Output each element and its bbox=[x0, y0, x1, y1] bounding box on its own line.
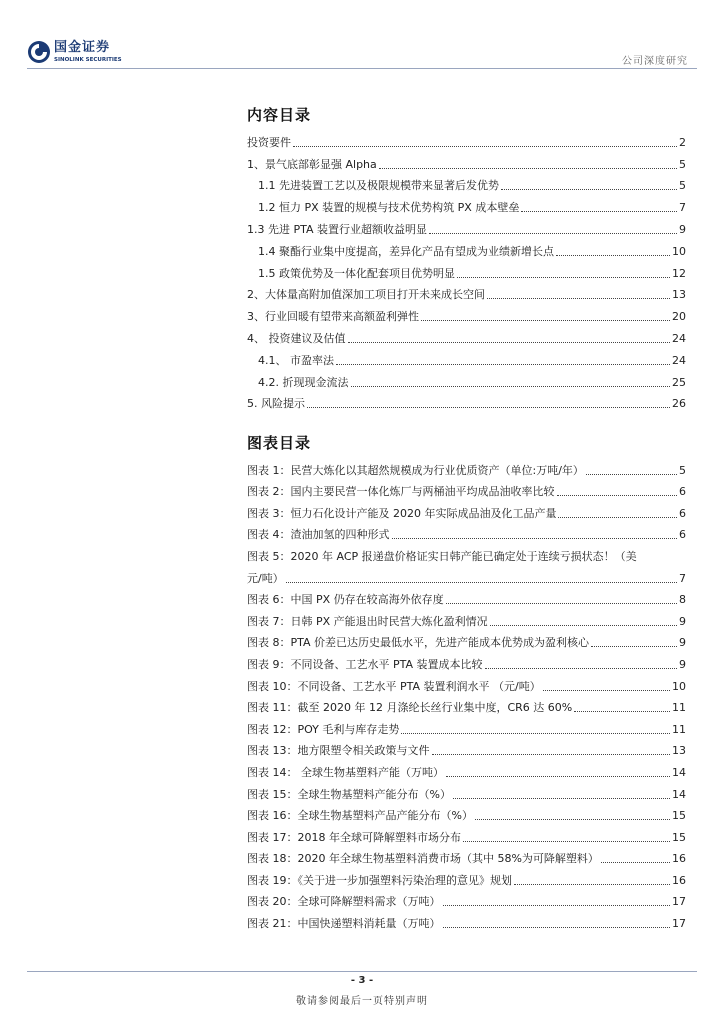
toc-entry-page: 5 bbox=[679, 179, 686, 193]
toc-entry-page: 9 bbox=[679, 222, 686, 236]
figure-entry-text: 图表 15：全球生物基塑料产能分布（%） bbox=[247, 787, 451, 801]
toc-entry-text: 1.4 聚酯行业集中度提高，差异化产品有望成为业绩新增长点 bbox=[258, 244, 554, 258]
toc-entry-page: 2 bbox=[679, 135, 686, 149]
leader-dots bbox=[348, 342, 671, 343]
figure-entry-text: 图表 8：PTA 价差已达历史最低水平，先进产能成本优势成为盈利核心 bbox=[247, 636, 590, 650]
logo-english-name: SINOLINK SECURITIES bbox=[54, 57, 122, 63]
figure-entry-page: 16 bbox=[672, 852, 686, 866]
toc-entry-page: 26 bbox=[672, 397, 686, 411]
figure-entry-page: 6 bbox=[679, 485, 686, 499]
figure-entry-page: 11 bbox=[672, 722, 686, 736]
disclaimer-note: 敬请参阅最后一页特别声明 bbox=[296, 996, 428, 1007]
figure-entry-page: 9 bbox=[679, 657, 686, 671]
figure-entry-text: 图表 16：全球生物基塑料产品产能分布（%） bbox=[247, 809, 473, 823]
leader-dots bbox=[443, 927, 671, 928]
figure-entry[interactable] bbox=[247, 737, 686, 759]
figure-entry-page: 16 bbox=[672, 873, 686, 887]
leader-dots bbox=[401, 733, 670, 734]
leader-dots bbox=[351, 386, 671, 387]
toc-entry-text: 3、行业回暖有望带来高额盈利弹性 bbox=[247, 310, 419, 324]
figure-entry-page: 13 bbox=[672, 744, 686, 758]
figure-entry[interactable] bbox=[247, 845, 686, 867]
toc-entry-text: 2、大体量高附加值深加工项目打开未来成长空间 bbox=[247, 288, 485, 302]
figure-entry[interactable] bbox=[247, 456, 686, 478]
leader-dots bbox=[293, 146, 677, 147]
toc-entry[interactable] bbox=[247, 215, 686, 237]
page-header bbox=[0, 0, 724, 76]
leader-dots bbox=[574, 711, 670, 712]
figure-entry-text: 图表 14： 全球生物基塑料产能（万吨） bbox=[247, 765, 444, 779]
figure-entry-text: 图表 10：不同设备、工艺水平 PTA 装置利润水平 （元/吨） bbox=[247, 679, 541, 693]
toc-entry-page: 12 bbox=[672, 266, 686, 280]
figure-entry[interactable] bbox=[247, 499, 686, 521]
toc-entry-page: 13 bbox=[672, 288, 686, 302]
toc-entry-text: 1.2 恒力 PX 装置的规模与技术优势构筑 PX 成本壁垒 bbox=[258, 201, 520, 215]
figure-entry[interactable] bbox=[247, 607, 686, 629]
leader-dots bbox=[557, 495, 678, 496]
figure-entry-page: 6 bbox=[679, 528, 686, 542]
header-divider bbox=[27, 68, 697, 69]
figure-entry-text: 图表 2：国内主要民营一体化炼厂与两桶油平均成品油收率比较 bbox=[247, 485, 555, 499]
toc-entry[interactable] bbox=[247, 237, 686, 259]
figure-entry-text: 图表 18：2020 年全球生物基塑料消费市场（其中 58%为可降解塑料） bbox=[247, 852, 599, 866]
figure-entry[interactable] bbox=[247, 780, 686, 802]
footer-divider bbox=[27, 971, 697, 972]
figures-title: 图表目录 bbox=[247, 434, 312, 452]
figure-entry[interactable] bbox=[247, 715, 686, 737]
list-of-figures bbox=[247, 456, 686, 931]
toc-entry-text: 5. 风险提示 bbox=[247, 397, 305, 411]
toc-entry[interactable] bbox=[247, 346, 686, 368]
toc-entry[interactable] bbox=[247, 172, 686, 194]
page-number: - 3 - bbox=[350, 975, 374, 986]
figure-entry[interactable] bbox=[247, 909, 686, 931]
leader-dots bbox=[586, 474, 677, 475]
toc-entry-text: 4.2. 折现现金流法 bbox=[258, 375, 349, 389]
leader-dots bbox=[446, 776, 670, 777]
figure-entry[interactable] bbox=[247, 866, 686, 888]
figure-entry-page: 8 bbox=[679, 593, 686, 607]
toc-entry[interactable] bbox=[247, 150, 686, 172]
figure-entry-page: 9 bbox=[679, 614, 686, 628]
figure-entry-text: 图表 9：不同设备、工艺水平 PTA 装置成本比较 bbox=[247, 657, 483, 671]
figure-entry-text: 图表 12：POY 毛利与库存走势 bbox=[247, 722, 400, 736]
toc-entry-page: 7 bbox=[679, 201, 686, 215]
figure-entry-page: 11 bbox=[672, 701, 686, 715]
figure-entry-text: 图表 7：日韩 PX 产能退出时民营大炼化盈利情况 bbox=[247, 614, 488, 628]
table-of-contents bbox=[247, 128, 686, 411]
figure-entry-text: 图表 5：2020 年 ACP 报递盘价格证实日韩产能已确定处于连续亏损状态！（美 bbox=[247, 549, 637, 563]
leader-dots bbox=[521, 211, 677, 212]
leader-dots bbox=[558, 517, 677, 518]
figure-entry[interactable] bbox=[247, 629, 686, 651]
figure-entry-page: 5 bbox=[679, 463, 686, 477]
figure-entry-text: 图表 4：渣油加氢的四种形式 bbox=[247, 528, 390, 542]
figure-entry-text: 图表 20：全球可降解塑料需求（万吨） bbox=[247, 895, 441, 909]
toc-entry-page: 10 bbox=[672, 244, 686, 258]
leader-dots bbox=[429, 233, 677, 234]
leader-dots bbox=[446, 603, 677, 604]
figure-entry-page: 15 bbox=[672, 830, 686, 844]
figure-entry-page: 14 bbox=[672, 787, 686, 801]
figure-entry-text: 图表 11：截至 2020 年 12 月涤纶长丝行业集中度，CR6 达 60% bbox=[247, 701, 573, 715]
figure-entry-page: 10 bbox=[672, 679, 686, 693]
toc-entry-page: 5 bbox=[679, 157, 686, 171]
leader-dots bbox=[591, 646, 677, 647]
leader-dots bbox=[336, 364, 670, 365]
leader-dots bbox=[556, 255, 670, 256]
toc-entry[interactable] bbox=[247, 302, 686, 324]
leader-dots bbox=[463, 841, 670, 842]
leader-dots bbox=[443, 905, 671, 906]
figure-entry-text: 图表 6：中国 PX 仍存在较高海外依存度 bbox=[247, 593, 444, 607]
toc-entry-text: 投资要件 bbox=[247, 135, 291, 149]
toc-entry[interactable] bbox=[247, 281, 686, 303]
leader-dots bbox=[475, 819, 670, 820]
figure-entry[interactable] bbox=[247, 802, 686, 824]
toc-entry[interactable] bbox=[247, 128, 686, 150]
leader-dots bbox=[501, 189, 677, 190]
report-type-label: 公司深度研究 bbox=[622, 56, 688, 67]
toc-entry[interactable] bbox=[247, 324, 686, 346]
figure-entry[interactable] bbox=[247, 521, 686, 543]
figure-entry-page: 6 bbox=[679, 506, 686, 520]
figure-entry[interactable] bbox=[247, 586, 686, 608]
toc-entry-text: 1、景气底部彰显强 Alpha bbox=[247, 157, 377, 171]
toc-entry[interactable] bbox=[247, 368, 686, 390]
logo-chinese-name: 国金证券 bbox=[54, 40, 111, 55]
figure-entry-text: 图表 19：《关于进一步加强塑料污染治理的意见》规划 bbox=[247, 873, 512, 887]
toc-entry[interactable] bbox=[247, 259, 686, 281]
toc-entry-text: 1.5 政策优势及一体化配套项目优势明显 bbox=[258, 266, 455, 280]
figure-entry[interactable] bbox=[247, 694, 686, 716]
toc-entry-text: 1.3 先进 PTA 装置行业超额收益明显 bbox=[247, 222, 428, 236]
leader-dots bbox=[601, 862, 670, 863]
figure-entry-text: 图表 21：中国快递塑料消耗量（万吨） bbox=[247, 917, 441, 931]
figure-entry[interactable] bbox=[247, 672, 686, 694]
figure-entry-page: 7 bbox=[679, 571, 686, 585]
figure-entry[interactable] bbox=[247, 478, 686, 500]
sinolink-logo-icon bbox=[27, 40, 51, 64]
toc-entry-page: 24 bbox=[672, 353, 686, 367]
toc-entry[interactable] bbox=[247, 390, 686, 412]
leader-dots bbox=[379, 168, 677, 169]
figure-entry[interactable] bbox=[247, 542, 686, 564]
figure-entry-text: 图表 1：民营大炼化以其超然规模成为行业优质资产（单位:万吨/年） bbox=[247, 463, 584, 477]
figure-entry-text: 图表 3：恒力石化设计产能及 2020 年实际成品油及化工品产量 bbox=[247, 506, 557, 520]
leader-dots bbox=[432, 754, 671, 755]
figure-entry-text: 图表 13：地方限塑令相关政策与文件 bbox=[247, 744, 430, 758]
toc-entry-text: 4、 投资建议及估值 bbox=[247, 331, 346, 345]
leader-dots bbox=[421, 320, 670, 321]
toc-entry-text: 1.1 先进装置工艺以及极限规模带来显著后发优势 bbox=[258, 179, 499, 193]
leader-dots bbox=[392, 538, 678, 539]
leader-dots bbox=[453, 798, 670, 799]
figure-entry-continued[interactable] bbox=[247, 564, 686, 586]
figure-entry-page: 9 bbox=[679, 636, 686, 650]
leader-dots bbox=[457, 277, 670, 278]
toc-entry-text: 4.1、 市盈率法 bbox=[258, 353, 334, 367]
sinolink-logo bbox=[27, 40, 137, 70]
figure-entry[interactable] bbox=[247, 823, 686, 845]
figure-entry-text: 图表 17：2018 年全球可降解塑料市场分布 bbox=[247, 830, 461, 844]
figure-entry-page: 15 bbox=[672, 809, 686, 823]
figure-entry[interactable] bbox=[247, 650, 686, 672]
figure-entry-text-continued: 元/吨） bbox=[247, 571, 284, 585]
leader-dots bbox=[487, 298, 670, 299]
figure-entry-page: 17 bbox=[672, 917, 686, 931]
leader-dots bbox=[543, 690, 670, 691]
leader-dots bbox=[490, 625, 677, 626]
toc-entry-page: 24 bbox=[672, 331, 686, 345]
leader-dots bbox=[307, 407, 670, 408]
figure-entry[interactable] bbox=[247, 758, 686, 780]
figure-entry[interactable] bbox=[247, 888, 686, 910]
toc-entry-page: 20 bbox=[672, 310, 686, 324]
leader-dots bbox=[286, 582, 677, 583]
toc-title: 内容目录 bbox=[247, 106, 312, 124]
figure-entry-page: 17 bbox=[672, 895, 686, 909]
leader-dots bbox=[485, 668, 677, 669]
figure-entry-page: 14 bbox=[672, 765, 686, 779]
leader-dots bbox=[514, 884, 670, 885]
toc-entry-page: 25 bbox=[672, 375, 686, 389]
toc-entry[interactable] bbox=[247, 193, 686, 215]
